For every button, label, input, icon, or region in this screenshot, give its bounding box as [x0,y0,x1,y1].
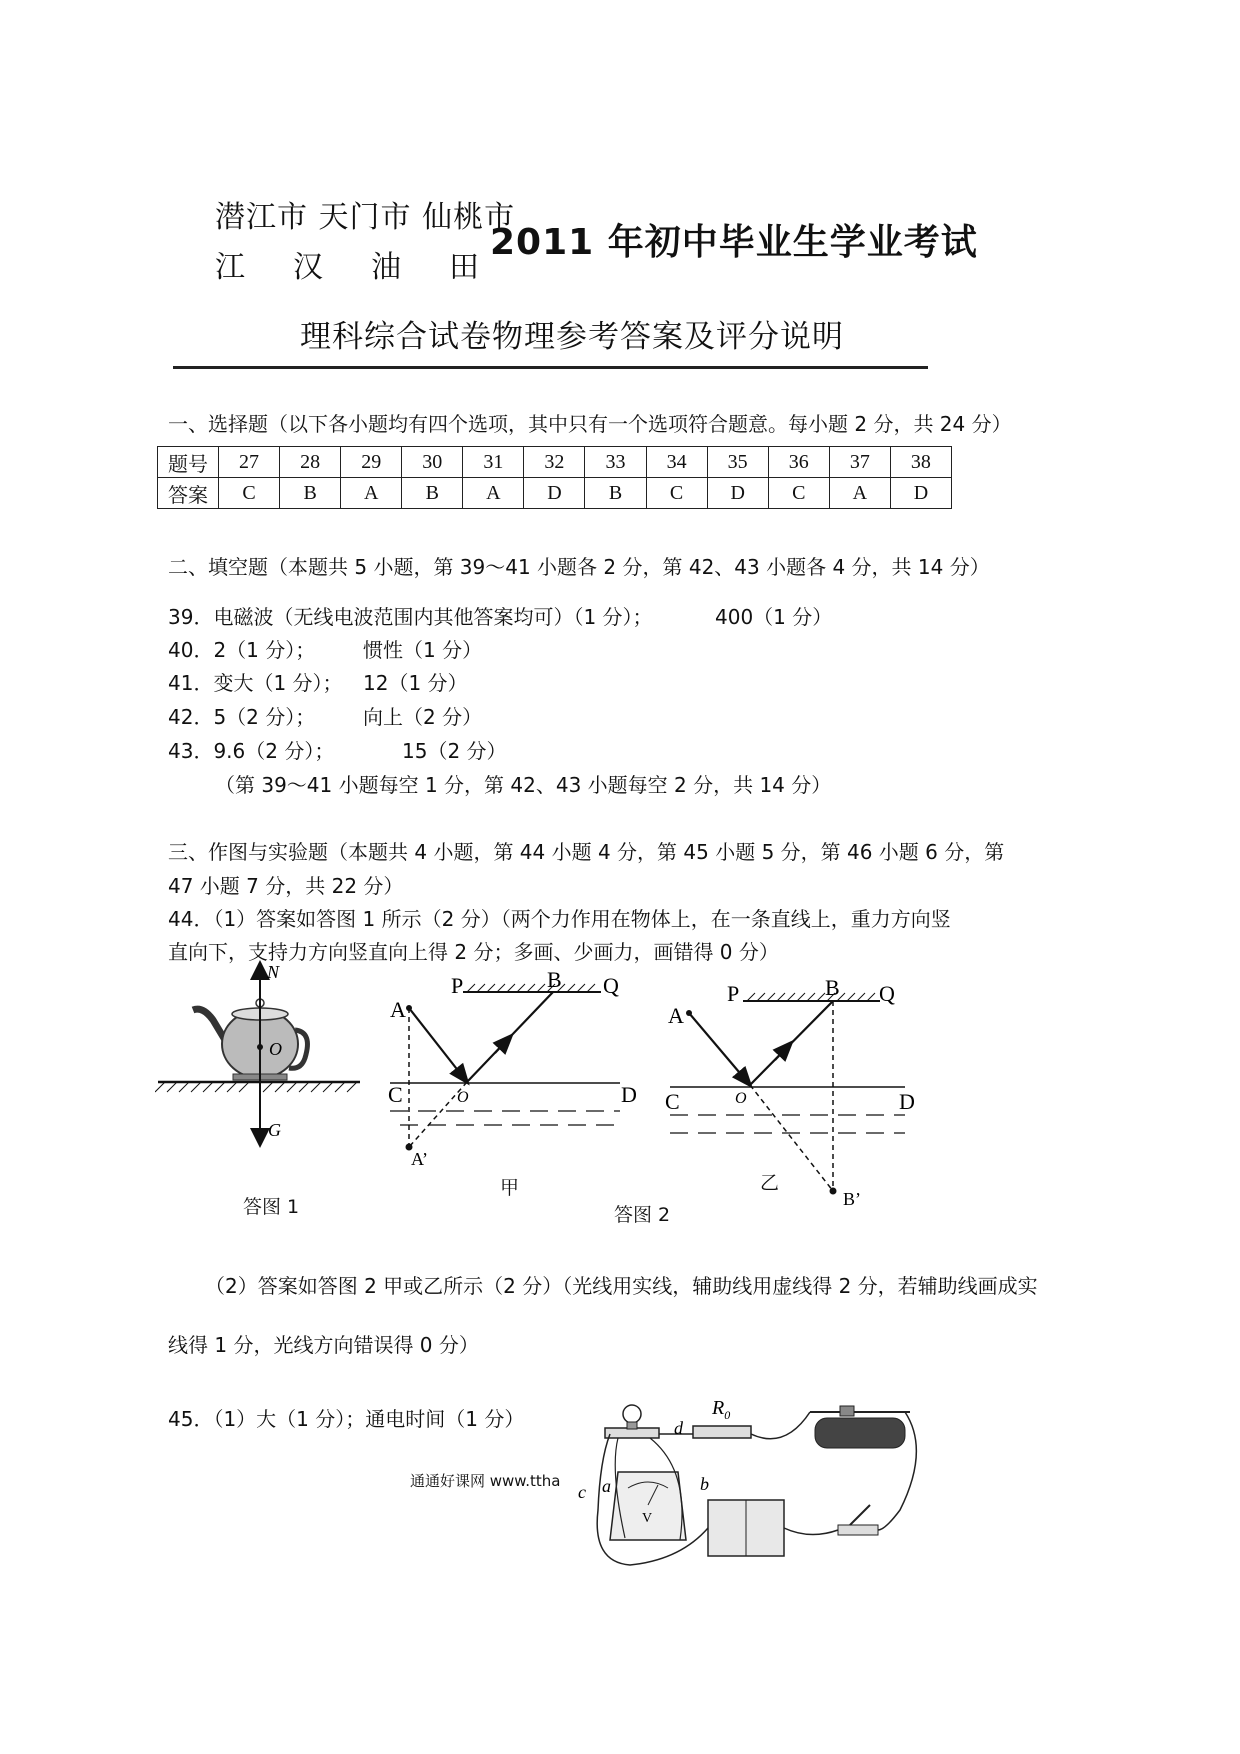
label-P: P [451,973,464,998]
figure2-jia-caption: 甲 [500,1177,520,1199]
figure1-teapot-diagram [155,960,380,1150]
table-cell: D [524,478,585,509]
label-d: d [674,1418,683,1438]
table-row-label: 答案 [158,478,219,509]
figure2-yi-diagram [665,965,930,1215]
section3-heading-line1: 三、作图与实验题（本题共 4 小题，第 44 小题 4 分，第 45 小题 5 分，第 46 小题 6 分，第 [168,840,1005,864]
table-cell: B [402,478,463,509]
table-cell: 31 [463,447,524,478]
label-V: V [642,1511,653,1526]
table-cell: A [341,478,402,509]
q44-part2-line2: 线得 1 分，光线方向错误得 0 分） [168,1333,479,1357]
table-cell: 35 [707,447,768,478]
header-cities-line2 [215,242,480,286]
header-char: 油 [371,250,402,285]
label-B-prime: B’ [843,1189,861,1209]
label-P: P [727,981,740,1006]
table-row-label: 题号 [158,447,219,478]
label-G: G [268,1120,281,1140]
label-b: b [700,1474,709,1494]
answer-item-40: 40．2（1 分）； [168,638,316,662]
answer-item-43-right: 15（2 分） [402,739,507,763]
section3-heading-line2: 47 小题 7 分，共 22 分） [168,874,404,898]
table-cell: 34 [646,447,707,478]
answer-item-42-right: 向上（2 分） [363,705,483,729]
label-B: B [547,967,562,992]
answer-item-39: 39．电磁波（无线电波范围内其他答案均可）（1 分）； [168,605,653,629]
section1-heading: 一、选择题（以下各小题均有四个选项，其中只有一个选项符合题意。每小题 2 分，共 24 分） [168,412,1012,436]
label-N: N [267,962,280,982]
table-cell: B [585,478,646,509]
q45-answer: 45．（1）大（1 分）；通电时间（1 分） [168,1407,525,1431]
watermark-text: 通通好课网 www.ttha [410,1472,561,1490]
figure2-yi-caption: 乙 [760,1172,780,1194]
label-O: O [269,1039,282,1059]
q44-line2: 直向下，支持力方向竖直向上得 2 分；多画、少画力，画错得 0 分） [168,940,779,964]
figure1-caption: 答图 1 [243,1196,300,1218]
label-O: O [735,1090,747,1107]
q44-part2-line1: （2）答案如答图 2 甲或乙所示（2 分）（光线用实线，辅助线用虚线得 2 分，若辅助线画成实 [205,1274,1038,1298]
section2-note: （第 39～41 小题每空 1 分，第 42、43 小题每空 2 分，共 14 分） [215,773,832,797]
table-row [158,478,952,509]
label-R0-letter: R [712,1397,725,1419]
label-D: D [621,1082,637,1107]
label-C: C [665,1089,680,1114]
figure2-caption: 答图 2 [614,1204,671,1226]
table-cell: A [829,478,890,509]
header-char: 田 [449,250,480,285]
label-Q: Q [603,973,619,998]
answer-item-43: 43．9.6（2 分）； [168,739,335,763]
answer-item-41: 41．变大（1 分）； [168,671,343,695]
table-cell: D [890,478,951,509]
table-cell: 28 [280,447,341,478]
table-cell: C [646,478,707,509]
table-row [158,447,952,478]
main-title: 2011 年初中毕业生学业考试 [490,222,978,263]
q44-line1: 44．（1）答案如答图 1 所示（2 分）（两个力作用在物体上，在一条直线上，重力方向竖 [168,907,951,931]
label-R0-subscript: 0 [724,1408,731,1422]
figure2-jia-diagram [385,965,645,1170]
label-C: C [388,1082,403,1107]
answer-item-41-right: 12（1 分） [363,671,468,695]
table-cell: D [707,478,768,509]
answer-item-42: 42．5（2 分）； [168,705,316,729]
label-A: A [390,997,406,1022]
table-cell: B [280,478,341,509]
table-cell: 27 [219,447,280,478]
label-c: c [578,1482,586,1502]
label-D: D [899,1089,915,1114]
label-O: O [457,1089,469,1106]
table-cell: 37 [829,447,890,478]
header-char: 江 [215,250,246,285]
header-cities-line1: 潜江市 天门市 仙桃市 [215,200,516,235]
answer-item-39-right: 400（1 分） [715,605,833,629]
header-char: 汉 [293,250,324,285]
sub-title: 理科综合试卷物理参考答案及评分说明 [300,319,844,355]
section2-heading: 二、填空题（本题共 5 小题，第 39～41 小题各 2 分，第 42、43 小题各 4 分，共 14 分） [168,555,990,579]
label-a: a [602,1476,611,1496]
table-cell: 33 [585,447,646,478]
label-B: B [825,975,840,1000]
table-cell: 29 [341,447,402,478]
table-cell: 38 [890,447,951,478]
table-cell: 30 [402,447,463,478]
label-A: A [668,1003,684,1028]
table-cell: 32 [524,447,585,478]
circuit-diagram [570,1390,930,1754]
table-cell: C [219,478,280,509]
label-R0 [711,1397,730,1422]
table-cell: A [463,478,524,509]
table-cell: C [768,478,829,509]
title-divider [173,366,928,369]
answer-table [157,446,952,509]
label-Q: Q [879,981,895,1006]
label-A-prime: A’ [411,1149,428,1169]
table-cell: 36 [768,447,829,478]
answer-item-40-right: 惯性（1 分） [363,638,483,662]
